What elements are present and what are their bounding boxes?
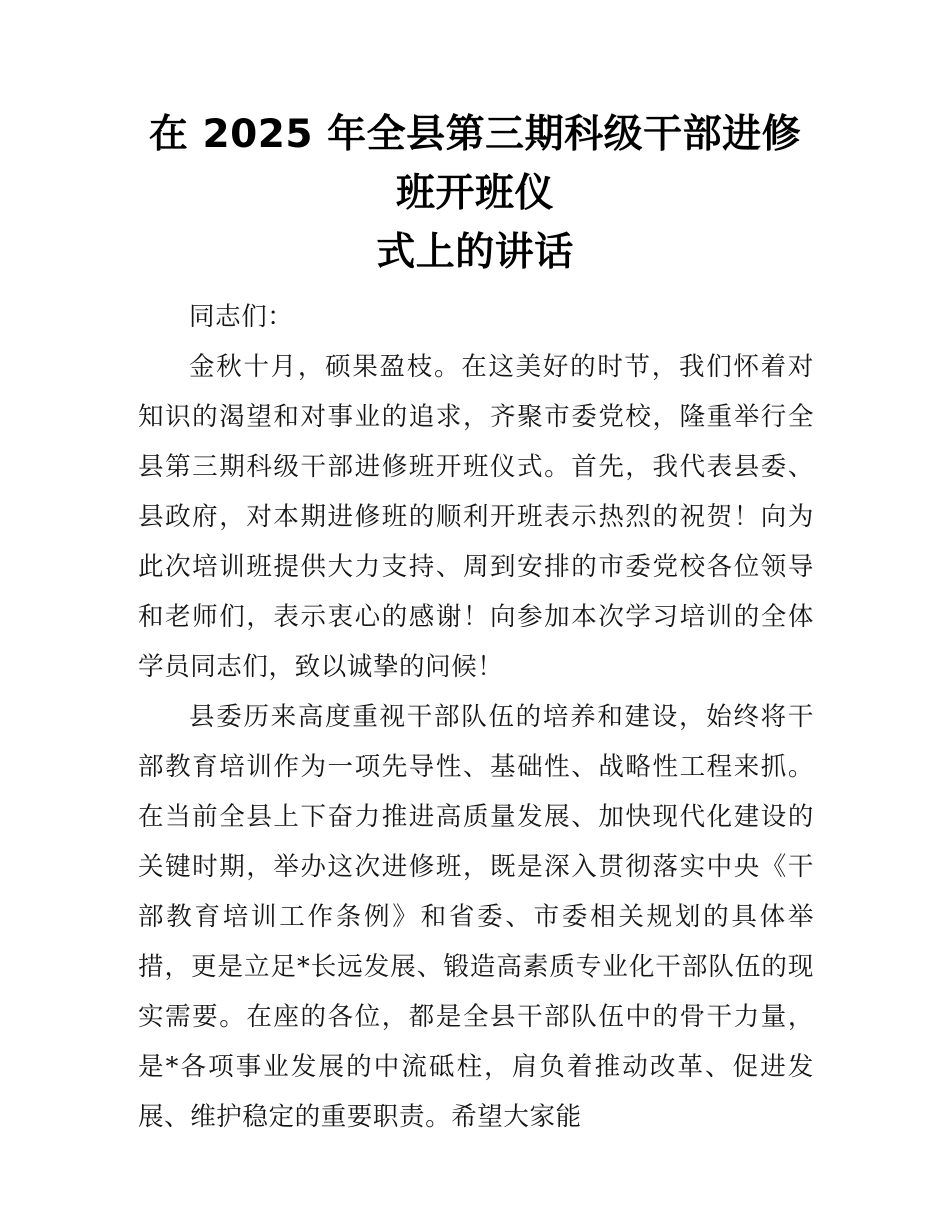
document-body [138,292,814,1142]
body-paragraph-1: 金秋十月，硕果盈枝。在这美好的时节，我们怀着对知识的渴望和对事业的追求，齐聚市委党校，隆重举行全县第三期科级干部进修班开班仪式。首先，我代表县委、县政府，对本期进修班的顺利开班表示热烈的祝贺！向为此次培训班提供大力支持、周到安排的市委党校各位领导和老师们，表示衷心的感谢！向参加本次学习培训的全体学员同志们，致以诚挚的问候！ [138,352,814,682]
salutation: 同志们： [189,302,294,332]
body-paragraph-2: 县委历来高度重视干部队伍的培养和建设，始终将干部教育培训作为一项先导性、基础性、战略性工程来抓。在当前全县上下奋力推进高质量发展、加快现代化建设的关键时期，举办这次进修班，既是深入贯彻落实中央《干部教育培训工作条例》和省委、市委相关规划的具体举措，更是立足*长远发展、锻造高素质专业化干部队伍的现实需要。在座的各位，都是全县干部队伍中的骨干力量，是*各项事业发展的中流砥柱，肩负着推动改革、促进发展、维护稳定的重要职责。希望大家能 [138,702,814,1132]
page-title-line-2: 式上的讲话 [376,230,574,275]
page-title-line-1: 在 2025 年全县第三期科级干部进修班开班仪 [148,112,802,216]
page-title [130,105,820,282]
